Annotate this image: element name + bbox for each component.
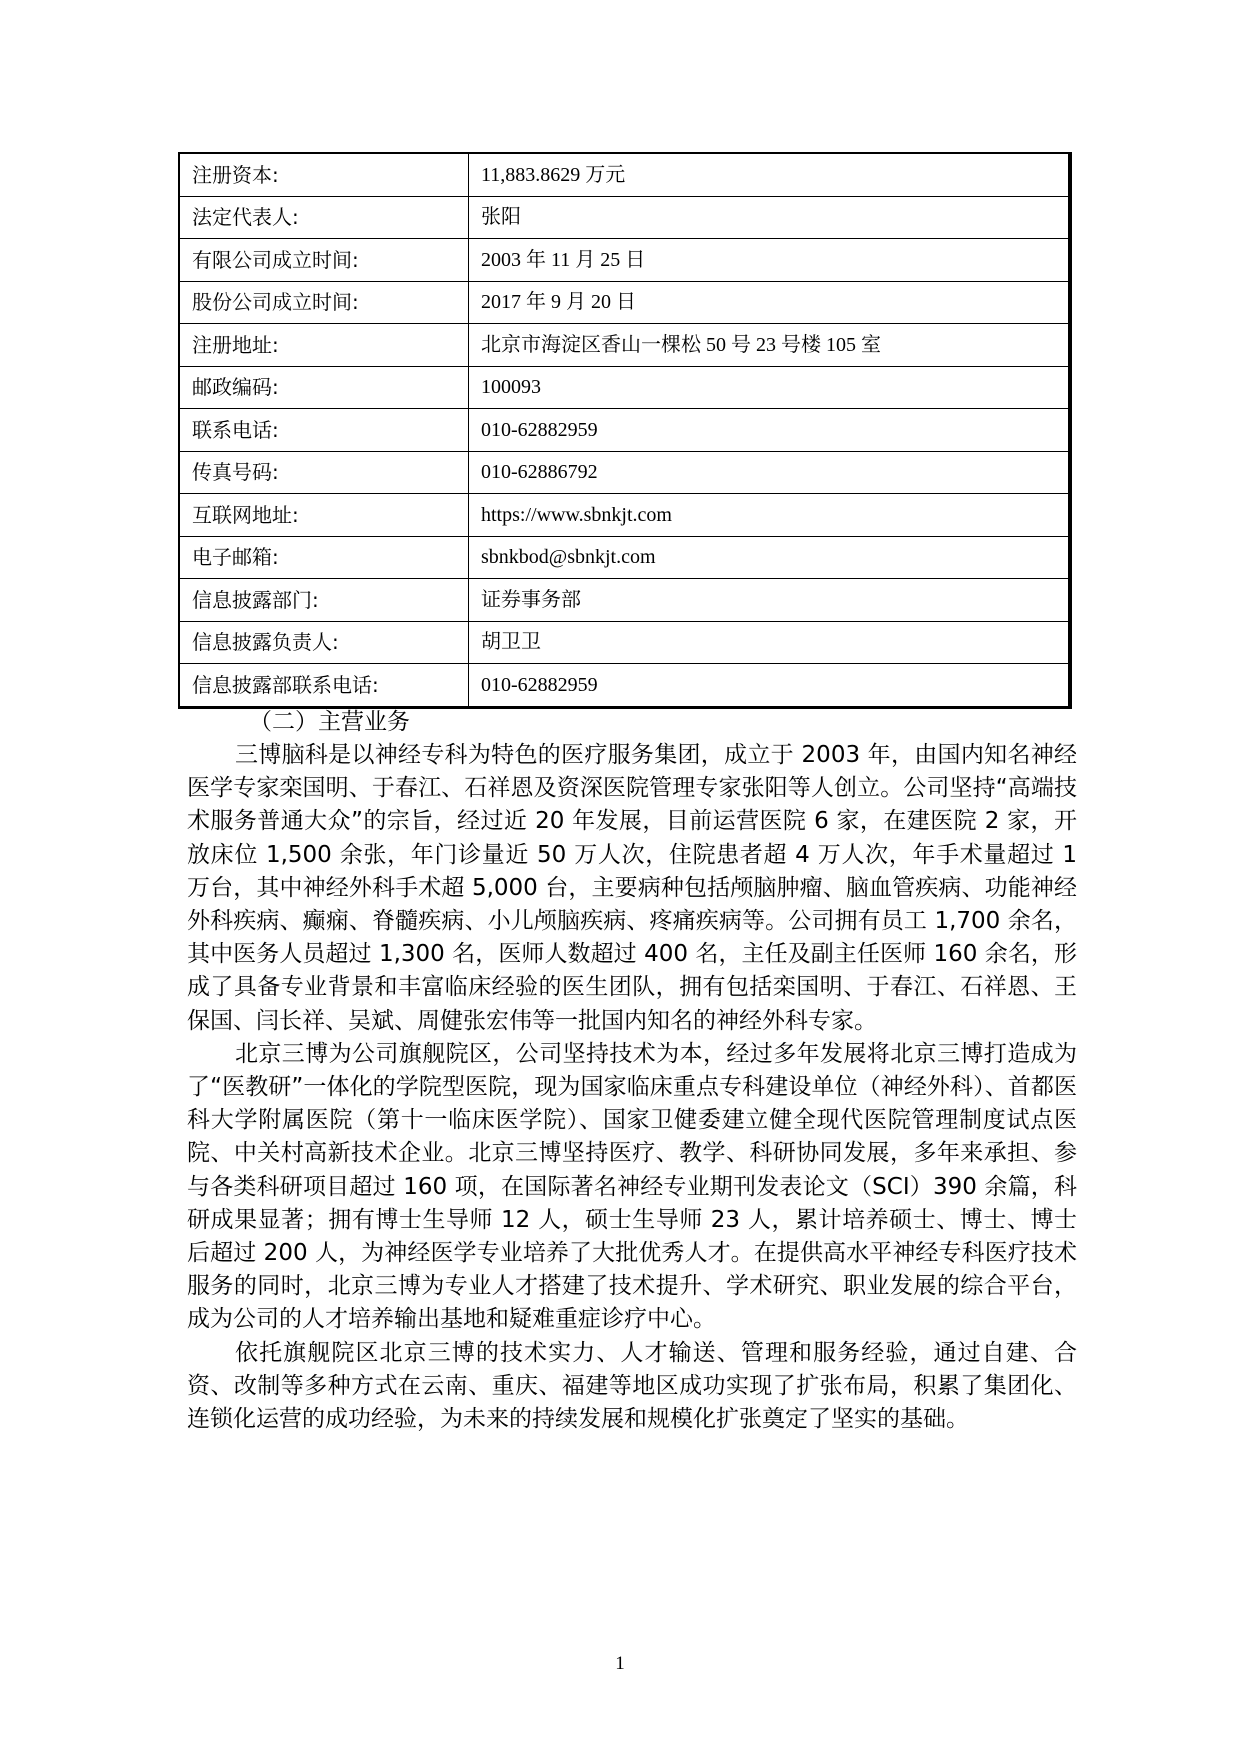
field-value: 010-62882959 [469,409,1071,452]
company-info-table [178,152,1072,709]
field-label: 传真号码: [179,451,469,494]
page-number: 1 [615,1653,625,1674]
field-label: 互联网地址: [179,494,469,537]
field-label: 信息披露部联系电话: [179,664,469,708]
table-row [179,324,1070,367]
paragraph-company-overview: 三博脑科是以神经专科为特色的医疗服务集团，成立于 2003 年，由国内知名神经医学专家栾国明、于春江、石祥恩及资深医院管理专家张阳等人创立。公司坚持“高端技术服务普通大众”的宗旨，经过近 20 年发展，目前运营医院 6 家，在建医院 2 家，开放床位 1,500 余张，年门诊量近 50 万人次，住院患者超 4 万人次，年手术量超过 1 万台，其中神经外科手术超 5,000 台，主要病种包括颅脑肿瘤、脑血管疾病、功能神经外科疾病、癫痫、脊髓疾病、小儿颅脑疾病、疼痛疾病等。公司拥有员工 1,700 余名，其中医务人员超过 1,300 名，医师人数超过 400 名，主任及副主任医师 160 余名，形成了具备专业背景和丰富临床经验的医生团队，拥有包括栾国明、于春江、石祥恩、王保国、闫长祥、吴斌、周健张宏伟等一批国内知名的神经外科专家。 [187,742,1077,1034]
field-value: 11,883.8629 万元 [469,153,1071,196]
field-label: 信息披露部门: [179,579,469,622]
table-row [179,196,1070,239]
table-row [179,239,1070,282]
table-row [179,494,1070,537]
field-label: 邮政编码: [179,366,469,409]
field-label: 电子邮箱: [179,536,469,579]
field-label: 法定代表人: [179,196,469,239]
table-row [179,451,1070,494]
field-value: 证券事务部 [469,579,1071,622]
table-row [179,621,1070,664]
section-heading: （二）主营业务 [249,709,410,735]
field-value: 100093 [469,366,1071,409]
table-row [179,409,1070,452]
field-value: 010-62882959 [469,664,1071,708]
table-row [179,536,1070,579]
field-label: 有限公司成立时间: [179,239,469,282]
field-value: 010-62886792 [469,451,1071,494]
paragraph-beijing-sanbo: 北京三博为公司旗舰院区，公司坚持技术为本，经过多年发展将北京三博打造成为了“医教研”一体化的学院型医院，现为国家临床重点专科建设单位（神经外科）、首都医科大学附属医院（第十一临床医学院）、国家卫健委建立健全现代医院管理制度试点医院、中关村高新技术企业。北京三博坚持医疗、教学、科研协同发展，多年来承担、参与各类科研项目超过 160 项，在国际著名神经专业期刊发表论文（SCI）390 余篇，科研成果显著；拥有博士生导师 12 人，硕士生导师 23 人，累计培养硕士、博士、博士后超过 200 人，为神经医学专业培养了大批优秀人才。在提供高水平神经专科医疗技术服务的同时，北京三博为专业人才搭建了技术提升、学术研究、职业发展的综合平台，成为公司的人才培养输出基地和疑难重症诊疗中心。 [187,1040,1077,1333]
table-row [179,664,1070,708]
company-info-table-body [179,153,1070,707]
field-value: 2003 年 11 月 25 日 [469,239,1071,282]
field-value: sbnkbod@sbnkjt.com [469,536,1071,579]
table-row [179,366,1070,409]
field-value: 北京市海淀区香山一棵松 50 号 23 号楼 105 室 [469,324,1071,367]
field-label: 注册地址: [179,324,469,367]
table-row [179,281,1070,324]
field-value: 2017 年 9 月 20 日 [469,281,1071,324]
table-row [179,579,1070,622]
field-label: 注册资本: [179,153,469,196]
field-value: https://www.sbnkjt.com [469,494,1071,537]
table-row [179,153,1070,196]
field-value: 张阳 [469,196,1071,239]
field-value: 胡卫卫 [469,621,1071,664]
field-label: 联系电话: [179,409,469,452]
main-business-section [187,706,1077,1436]
paragraph-expansion: 依托旗舰院区北京三博的技术实力、人才输送、管理和服务经验，通过自建、合资、改制等多种方式在云南、重庆、福建等地区成功实现了扩张布局，积累了集团化、连锁化运营的成功经验，为未来的持续发展和规模化扩张奠定了坚实的基础。 [187,1339,1077,1433]
field-label: 信息披露负责人: [179,621,469,664]
field-label: 股份公司成立时间: [179,281,469,324]
